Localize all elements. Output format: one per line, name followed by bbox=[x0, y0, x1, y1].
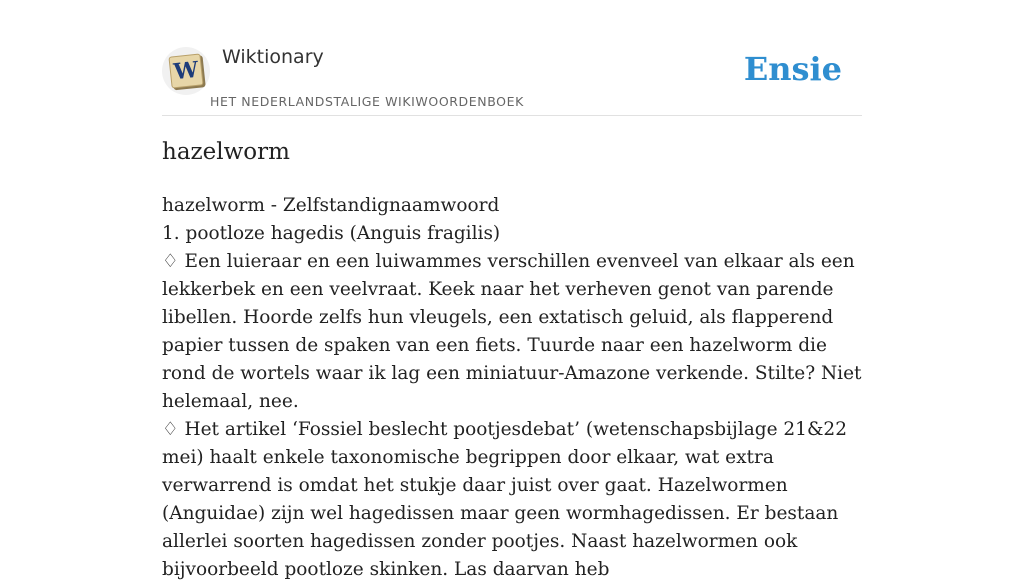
part-of-speech-line: hazelworm - Zelfstandignaamwoord bbox=[162, 195, 500, 216]
site-subtitle: HET NEDERLANDSTALIGE WIKIWOORDENBOEK bbox=[210, 94, 524, 109]
site-title-link[interactable]: Wiktionary bbox=[222, 46, 324, 68]
example-quote-2: ♢ Het artikel ‘Fossiel beslecht pootjesdebat’ (wetenschapsbijlage 21&22 mei) haalt enkele taxonomische begrippen door elkaar, wat extra verwarrend is omdat het stukje daar juist over gaat. Hazelwormen (Anguidae) zijn wel hagedissen maar geen wormhagedissen. Er bestaan allerlei soorten hagedissen zonder pootjes. Naast hazelwormen ook bijvoorbeeld pootloze skinken. Las daarvan heb bbox=[162, 419, 847, 580]
entry-title: hazelworm bbox=[162, 139, 290, 165]
ensie-brand-link[interactable]: Ensie bbox=[743, 50, 842, 88]
entry-content bbox=[162, 192, 862, 584]
site-header bbox=[162, 44, 862, 116]
wiktionary-logo[interactable] bbox=[162, 47, 210, 95]
example-quote-1: ♢ Een luieraar en een luiwammes verschillen evenveel van elkaar als een lekkerbek en een veelvraat. Keek naar het verheven genot van parende libellen. Hoorde zelfs hun vleugels, een extatisch geluid, als flapperend papier tussen de spaken van een fiets. Tuurde naar een hazelworm die rond de wortels waar ik lag een miniatuur-Amazone verkende. Stilte? Niet helemaal, nee. bbox=[162, 251, 862, 412]
definition-line: 1. pootloze hagedis (Anguis fragilis) bbox=[162, 223, 501, 244]
wiktionary-logo-icon bbox=[168, 53, 203, 88]
logo-letter: W bbox=[172, 56, 200, 86]
